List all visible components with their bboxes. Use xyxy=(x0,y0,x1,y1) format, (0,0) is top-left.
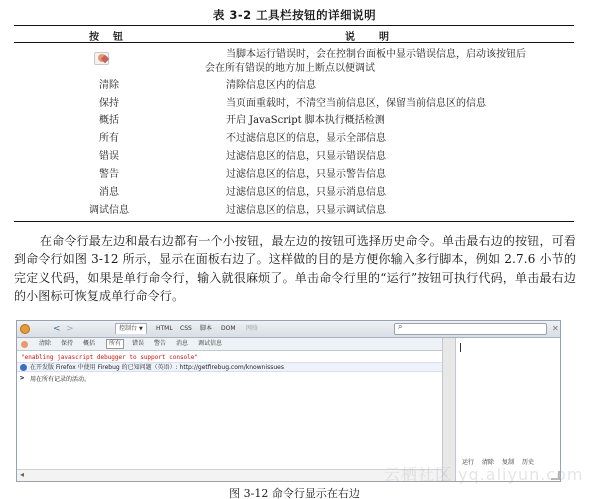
table-cell-description: 过滤信息区的信息，只显示错误信息 xyxy=(226,151,386,162)
table-header-button: 按钮 xyxy=(89,32,137,43)
console-command-line: 用在所有记录的活动。 xyxy=(30,376,91,383)
break-on-error-icon xyxy=(94,52,109,65)
filter-info-button[interactable]: 消息 xyxy=(176,340,189,347)
table-row xyxy=(14,148,574,165)
filter-clear-button[interactable]: 清除 xyxy=(39,340,52,347)
command-prompt-icon: > xyxy=(20,374,25,382)
search-input[interactable] xyxy=(394,323,547,335)
body-paragraph: 在命令行最左边和最右边都有一个小按钮，最左边的按钮可选择历史命令。单击最右边的按钮，可看到命令行如图 3-12 所示，显示在面板右边了。这样做的目的是方便你输入多行脚本，例如 2.7.6 小节的完定义代码，如果是单行命令行，输入就很麻烦了。单击命令行里的“运行”按钮可执行代码，单击最右边的小图标可恢复成单行命令行。 xyxy=(14,234,576,304)
tab-html[interactable]: HTML xyxy=(156,325,173,332)
forward-button[interactable]: > xyxy=(66,324,74,334)
console-error-line: "enabling javascript debugger to support console" xyxy=(21,354,199,361)
firebug-screenshot xyxy=(16,320,561,482)
console-info-text[interactable]: 在开发版 Firefox 中使用 Firebug 的已知问题（英语）: http://getfirebug.com/knownissues xyxy=(30,364,284,371)
history-button[interactable]: 历史 xyxy=(522,459,535,466)
back-button[interactable]: < xyxy=(53,324,61,334)
table-cell-description: 过滤信息区的信息，只显示消息信息 xyxy=(226,187,386,198)
table-cell-button: 清除 xyxy=(99,80,119,91)
console-log-area xyxy=(17,351,442,469)
break-on-error-icon[interactable] xyxy=(21,341,28,348)
table-row xyxy=(14,184,574,201)
table-row xyxy=(14,77,574,94)
table-top-rule xyxy=(14,25,574,26)
search-icon: ⌕ xyxy=(398,322,403,331)
filter-errors-button[interactable]: 错误 xyxy=(132,340,145,347)
info-icon xyxy=(20,364,27,371)
text-caret xyxy=(460,343,461,352)
table-cell-button: 所有 xyxy=(99,133,119,144)
table-row xyxy=(14,166,574,183)
table-row xyxy=(14,95,574,112)
tab-dom[interactable]: DOM xyxy=(221,325,236,332)
table-cell-description: 开启 JavaScript 脚本执行概括检测 xyxy=(226,115,385,126)
table-row xyxy=(14,130,574,147)
table-row xyxy=(14,202,574,219)
filter-all-button[interactable]: 所有 xyxy=(106,339,124,349)
table-cell-description: 不过滤信息区的信息，显示全部信息 xyxy=(226,133,386,144)
console-filter-bar xyxy=(17,338,442,351)
table-row xyxy=(14,112,574,129)
table-caption: 表 3-2 工具栏按钮的详细说明 xyxy=(212,8,377,22)
copy-button[interactable]: 复制 xyxy=(502,459,515,466)
table-cell-description: 过滤信息区的信息，只显示警告信息 xyxy=(226,169,386,180)
scroll-left-icon[interactable]: ◂ xyxy=(20,470,25,479)
table-row-desc-line2: 会在所有错误的地方加上断点以便调试 xyxy=(205,63,375,74)
close-icon[interactable]: ✕ xyxy=(552,324,559,333)
table-cell-button: 警告 xyxy=(99,169,119,180)
panel-divider[interactable] xyxy=(442,338,456,482)
clear-button[interactable]: 清除 xyxy=(482,459,495,466)
table-row-desc-line1: 当脚本运行错误时，会在控制台面板中显示错误信息，启动该按钮后 xyxy=(226,49,526,60)
table-cell-description: 当页面重载时，不清空当前信息区，保留当前信息区的信息 xyxy=(226,97,486,109)
run-button[interactable]: 运行 xyxy=(462,459,475,466)
table-cell-button: 概括 xyxy=(99,115,119,126)
tab-net[interactable]: 网络 xyxy=(246,325,259,332)
table-cell-button: 消息 xyxy=(99,187,119,198)
command-editor[interactable] xyxy=(456,338,561,469)
table-cell-button: 保持 xyxy=(99,97,119,109)
firebug-bug-icon[interactable] xyxy=(20,324,30,334)
firebug-main-toolbar xyxy=(17,321,561,338)
figure-caption: 图 3-12 命令行显示在右边 xyxy=(229,487,360,499)
table-cell-description: 过滤信息区的信息，只显示调试信息 xyxy=(226,205,386,216)
table-cell-description: 清除信息区内的信息 xyxy=(226,80,316,91)
table-cell-button: 调试信息 xyxy=(89,205,129,216)
tab-console[interactable] xyxy=(115,323,147,334)
tab-css[interactable]: CSS xyxy=(180,325,192,332)
filter-profile-button[interactable]: 概括 xyxy=(83,340,96,347)
filter-persist-button[interactable]: 保持 xyxy=(61,340,74,347)
filter-warnings-button[interactable]: 警告 xyxy=(154,340,167,347)
table-header-description: 说明 xyxy=(345,32,413,43)
console-info-row xyxy=(17,362,442,372)
table-bottom-rule xyxy=(14,221,574,222)
watermark: 云栖社区 yq.aliyun.com xyxy=(384,465,584,484)
chevron-down-icon: ▼ xyxy=(138,326,143,332)
table-header-rule xyxy=(14,42,574,43)
table-cell-button: 错误 xyxy=(99,151,119,162)
filter-debug-button[interactable]: 调试信息 xyxy=(198,340,223,347)
tab-script[interactable]: 脚本 xyxy=(200,325,213,332)
tab-console-label: 控制台 xyxy=(119,325,138,332)
horizontal-scrollbar[interactable] xyxy=(17,469,442,482)
